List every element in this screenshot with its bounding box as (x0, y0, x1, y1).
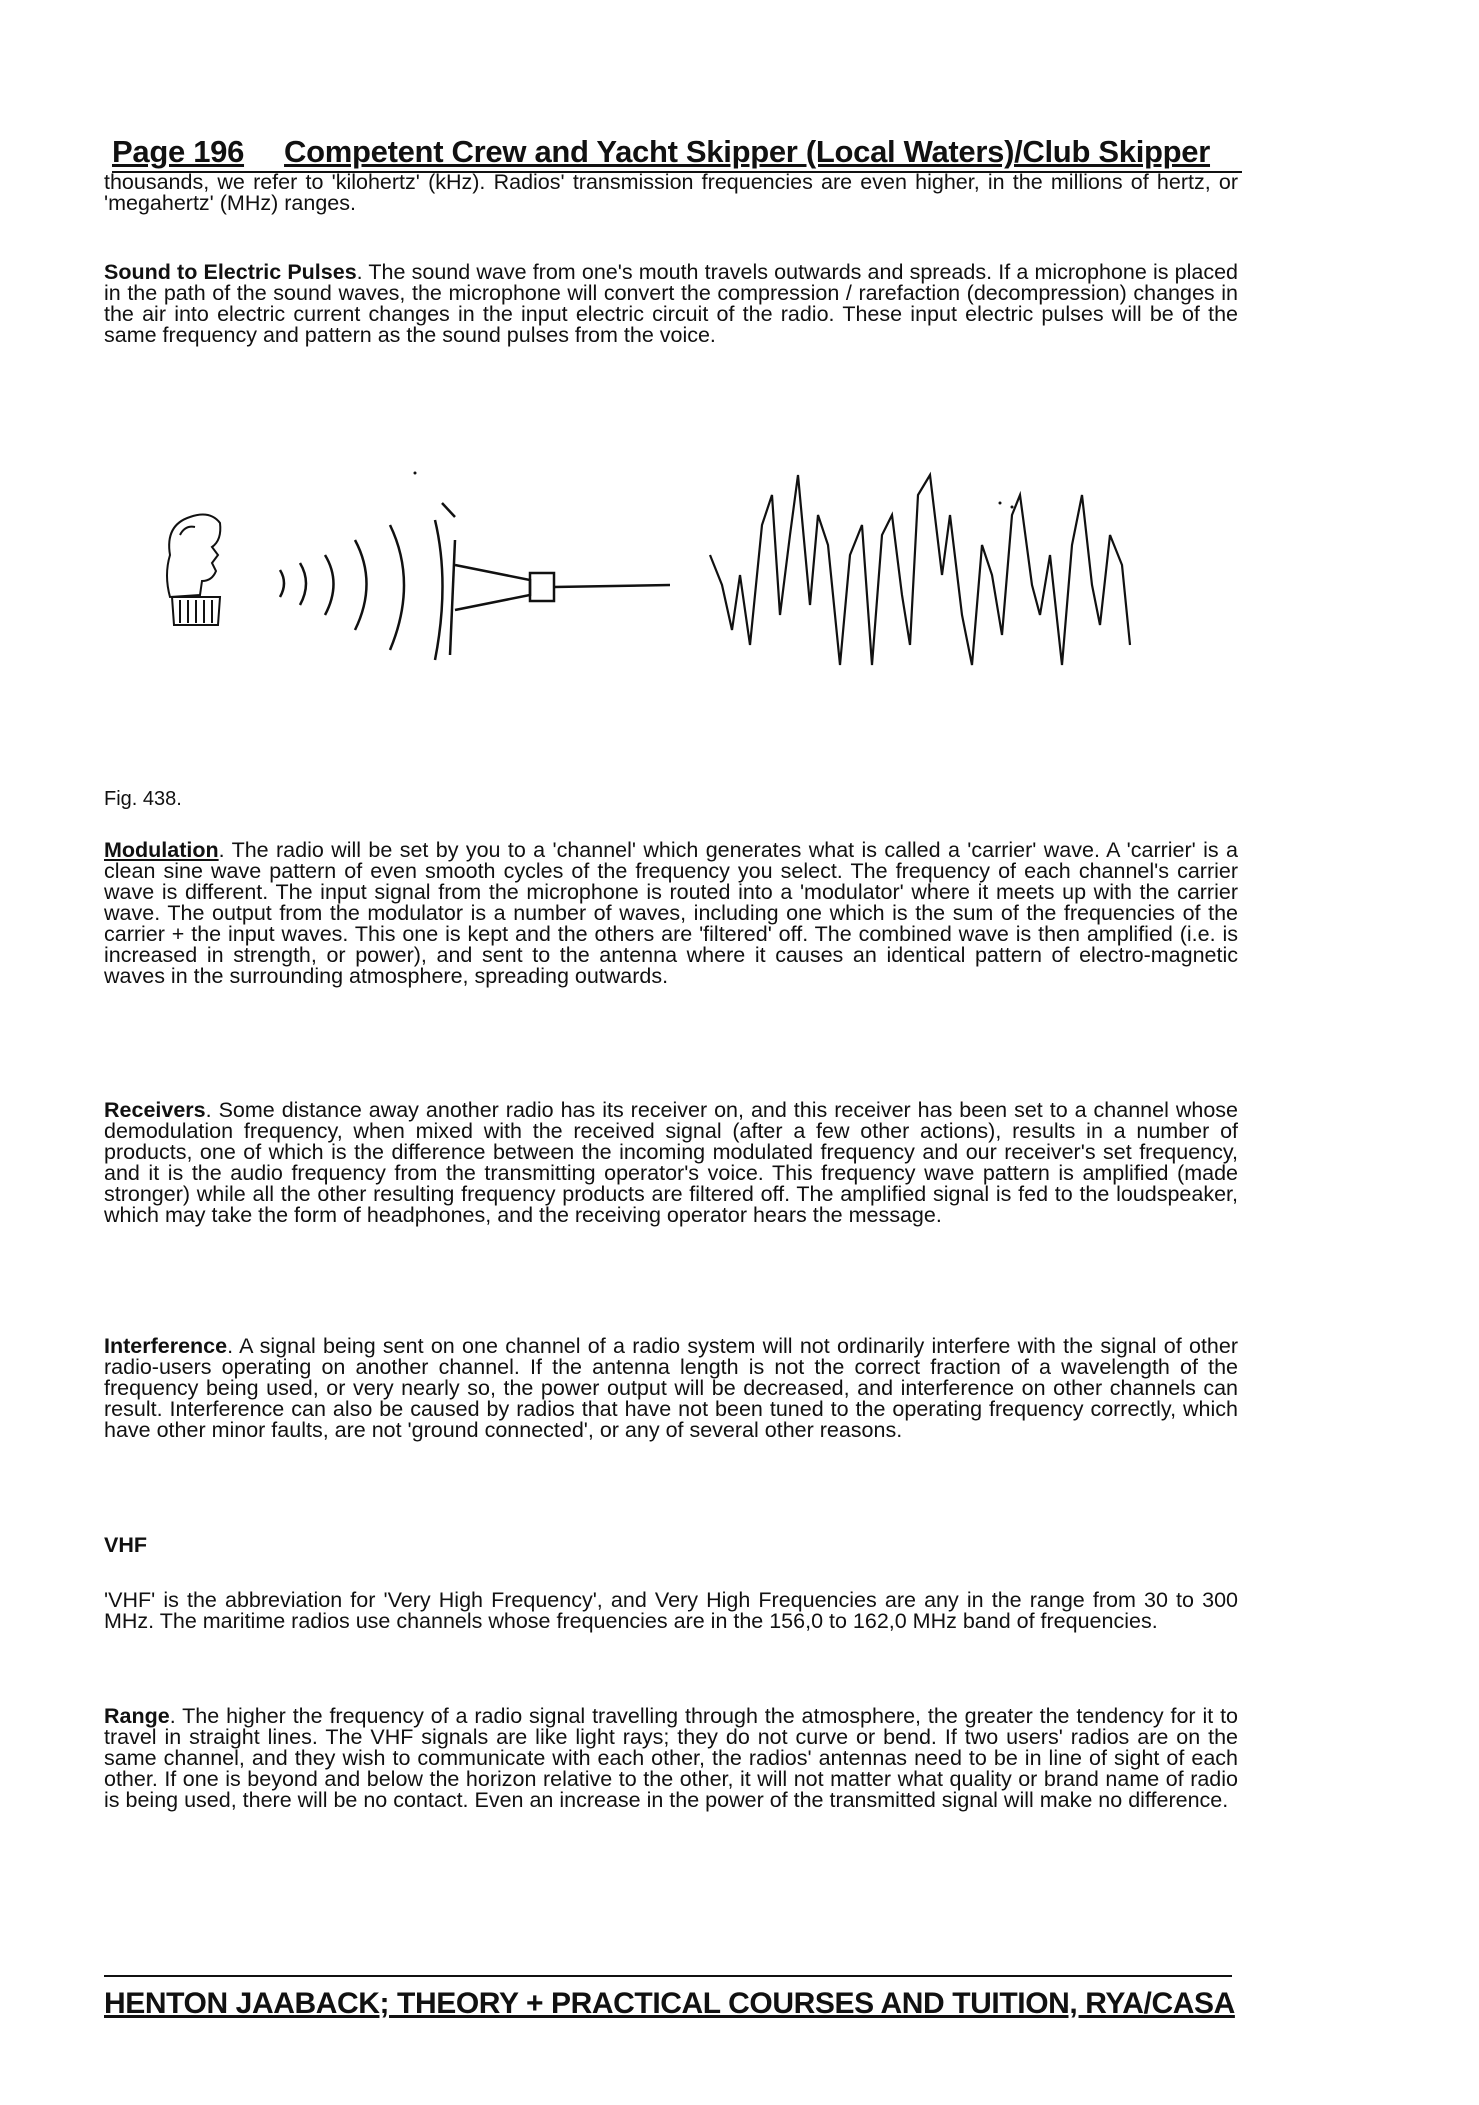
head-icon (167, 515, 220, 625)
sound-title: Sound to Electric Pulses (104, 260, 357, 284)
vhf-paragraph: 'VHF' is the abbreviation for 'Very High Frequency', and Very High Frequencies are any in the range from 30 to 300 MHz. The maritime radios use channels whose frequencies are in the 156,0 to 162,0 MHz band of frequencies. (104, 1588, 1238, 1633)
range-title: Range (104, 1704, 170, 1728)
page-number: Page 196 (112, 134, 245, 169)
intro-paragraph: thousands, we refer to 'kilohertz' (kHz). Radios' transmission frequencies are even higher, in the millions of hertz, or 'megahertz' (MHz) ranges. (104, 170, 1238, 215)
sound-to-electric-figure (150, 455, 1230, 715)
footer-text: HENTON JAABACK; THEORY + PRACTICAL COURSES AND TUITION, RYA/CASA (104, 1987, 1235, 2020)
book-title: Competent Crew and Yacht Skipper (Local Waters)/Club Skipper (284, 134, 1211, 169)
sound-body: . The sound wave from one's mouth travels outwards and spreads. If a microphone is placed in the path of the sound waves, the microphone will convert the compression / rarefaction (decompression) changes in the air into electric current changes in the input electric circuit of the radio. These input electric pulses will be of the same frequency and pattern as the sound pulses from the voice. (104, 260, 1238, 347)
sound-paragraph (104, 262, 1238, 346)
sound-waves-icon (280, 520, 443, 660)
interference-title: Interference (104, 1334, 228, 1358)
microphone-icon (442, 503, 670, 655)
audio-waveform (710, 475, 1130, 665)
figure-caption: Fig. 438. (104, 788, 182, 810)
modulation-title: Modulation (104, 838, 219, 862)
receivers-title: Receivers (104, 1098, 206, 1122)
receivers-body: . Some distance away another radio has its receiver on, and this receiver has been set to a channel whose demodulation frequency, when mixed with the received signal (after a few other actions), results in a number of products, one of which is the difference between the incoming modulated frequency and our receiver's set frequency, and it is the audio frequency from the transmitting operator's voice. This frequency wave pattern is amplified (made stronger) while all the other resulting frequency products are filtered off. The amplified signal is fed to the loudspeaker, which may take the form of headphones, and the receiving operator hears the message. (104, 1098, 1238, 1227)
range-paragraph (104, 1706, 1238, 1811)
page-footer (104, 1987, 1244, 2021)
interference-body: . A signal being sent on one channel of a radio system will not ordinarily interfere with the signal of other radio-users operating on another channel. If the antenna length is not the correct fraction of a wavelength of the frequency being used, or very nearly so, the power output will be decreased, and interference on other channels can result. Interference can also be caused by radios that have not been tuned to the operating frequency correctly, which have other minor faults, are not 'ground connected', or any of several other reasons. (104, 1334, 1238, 1442)
modulation-paragraph (104, 840, 1238, 987)
interference-paragraph (104, 1336, 1238, 1441)
receivers-paragraph (104, 1100, 1238, 1226)
modulation-body: . The radio will be set by you to a 'channel' which generates what is called a 'carrier' wave. A 'carrier' is a clean sine wave pattern of even smooth cycles of the frequency you select. The frequency of each channel's carrier wave is different. The input signal from the microphone is routed into a 'modulator' where it meets up with the carrier wave. The output from the modulator is a number of waves, including one which is the sum of the frequencies of the carrier + the input waves. This one is kept and the others are 'filtered' off. The combined wave is then amplified (i.e. is increased in strength, or power), and sent to the antenna where it causes an identical pattern of electro-magnetic waves in the surrounding atmosphere, spreading outwards. (104, 838, 1238, 988)
footer-rule (104, 1975, 1232, 1977)
page-header (112, 134, 1242, 173)
vhf-heading: VHF (104, 1533, 147, 1557)
range-body: . The higher the frequency of a radio signal travelling through the atmosphere, the greater the tendency for it to travel in straight lines. The VHF signals are like light rays; they do not curve or bend. If two users' radios are on the same channel, and they wish to communicate with each other, the radios' antennas need to be in line of sight of each other. If one is beyond and below the horizon relative to the other, it will not matter what quality or brand name of radio is being used, there will be no contact. Even an increase in the power of the transmitted signal will make no difference. (104, 1704, 1238, 1812)
